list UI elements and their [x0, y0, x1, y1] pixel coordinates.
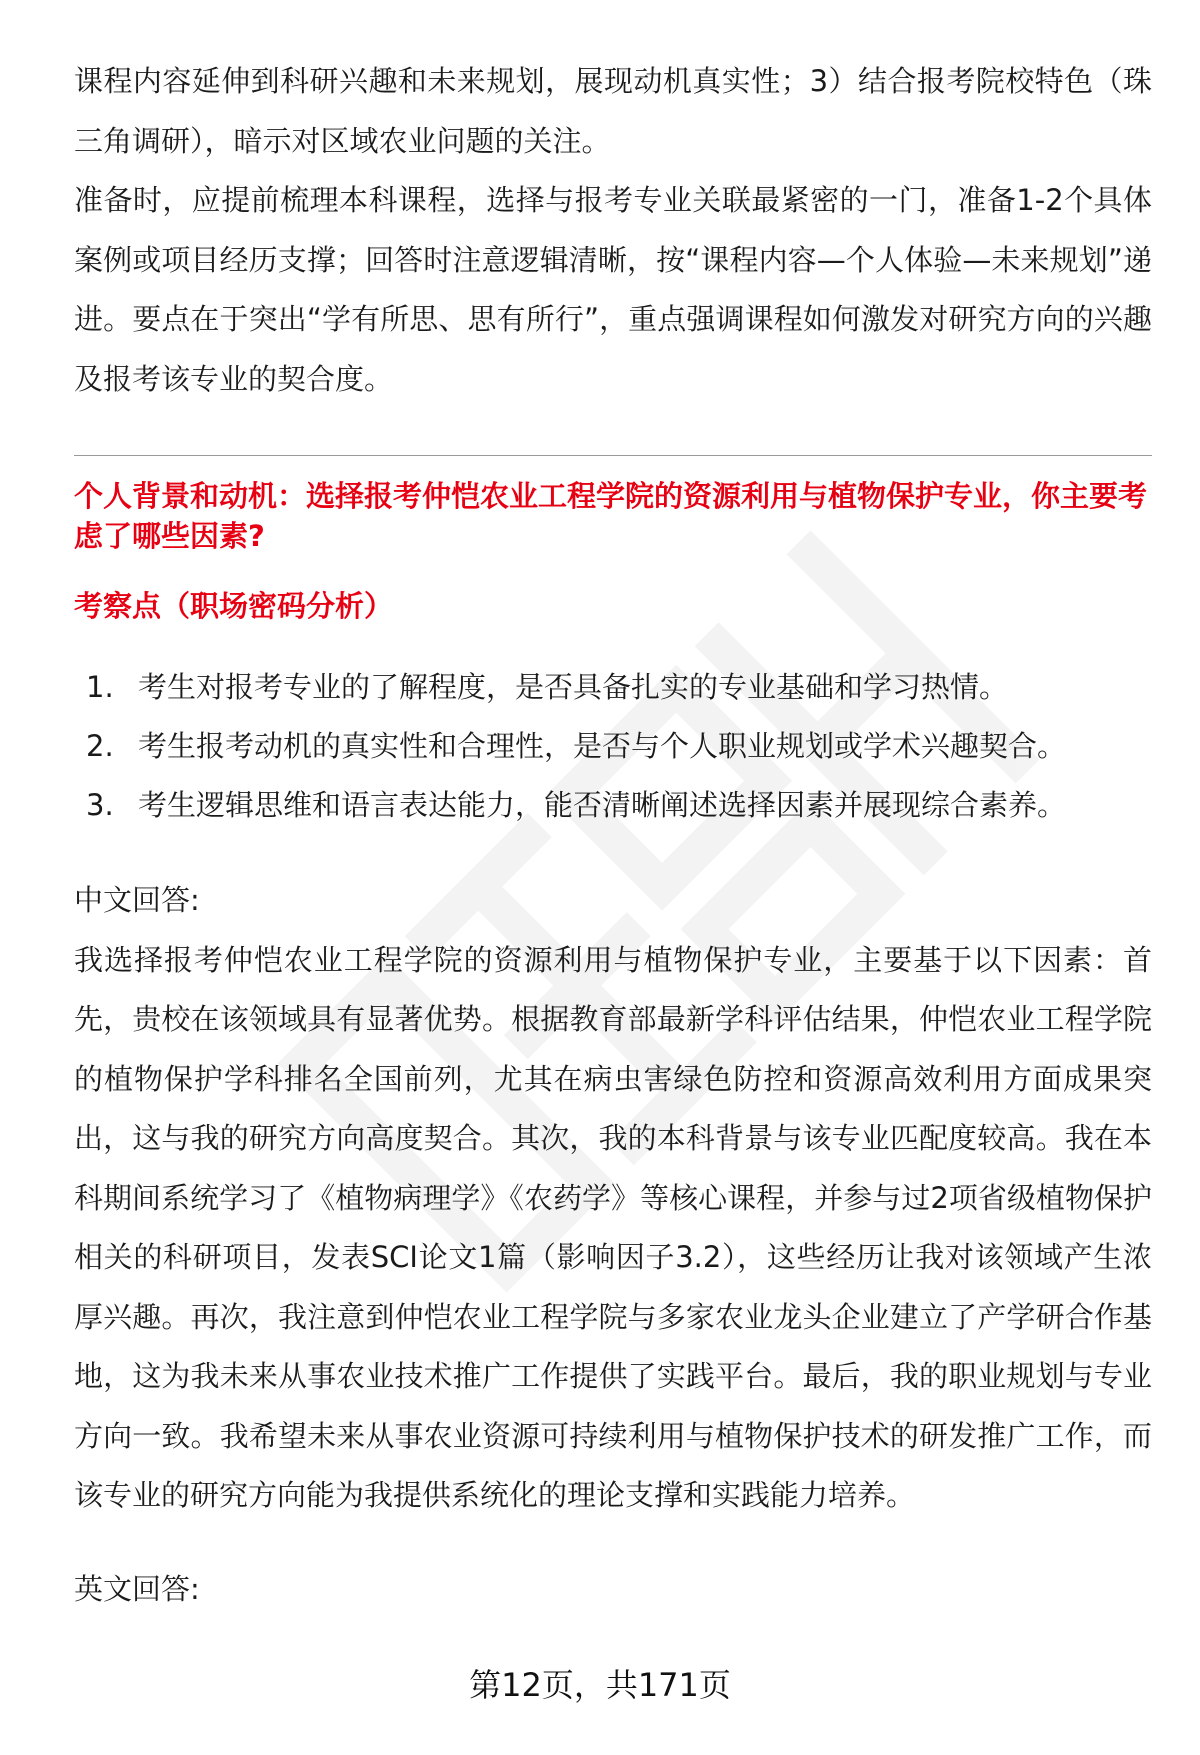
list-item	[74, 776, 1152, 835]
section-divider	[74, 455, 1152, 456]
intro-paragraph: 课程内容延伸到科研兴趣和未来规划，展现动机真实性；3）结合报考院校特色（珠三角调研），暗示对区域农业问题的关注。	[74, 64, 1152, 158]
list-item	[74, 658, 1152, 717]
list-item-number: 1.	[86, 670, 114, 704]
assessment-points-list	[74, 658, 1152, 835]
list-item-text: 考生报考动机的真实性和合理性，是否与个人职业规划或学术兴趣契合。	[138, 729, 1067, 763]
chinese-answer-label: 中文回答:	[74, 883, 200, 917]
assessment-points-heading: 考察点（职场密码分析）	[74, 589, 394, 623]
list-item-text: 考生对报考专业的了解程度，是否具备扎实的专业基础和学习热情。	[138, 670, 1009, 704]
preparation-paragraph: 准备时，应提前梳理本科课程，选择与报考专业关联最紧密的一门，准备1-2个具体案例或项目经历支撑；回答时注意逻辑清晰，按“课程内容—个人体验—未来规划”递进。要点在于突出“学有所思、思有所行”，重点强调课程如何激发对研究方向的兴趣及报考该专业的契合度。	[74, 183, 1152, 396]
page-footer: 第12页，共171页	[469, 1666, 731, 1704]
list-item	[74, 717, 1152, 776]
chinese-answer-text: 我选择报考仲恺农业工程学院的资源利用与植物保护专业，主要基于以下因素：首先，贵校在该领域具有显著优势。根据教育部最新学科评估结果，仲恺农业工程学院的植物保护学科排名全国前列，尤其在病虫害绿色防控和资源高效利用方面成果突出，这与我的研究方向高度契合。其次，我的本科背景与该专业匹配度较高。我在本科期间系统学习了《植物病理学》《农药学》等核心课程，并参与过2项省级植物保护相关的科研项目，发表SCI论文1篇（影响因子3.2），这些经历让我对该领域产生浓厚兴趣。再次，我注意到仲恺农业工程学院与多家农业龙头企业建立了产学研合作基地，这为我未来从事农业技术推广工作提供了实践平台。最后，我的职业规划与专业方向一致。我希望未来从事农业资源可持续利用与植物保护技术的研发推广工作，而该专业的研究方向能为我提供系统化的理论支撑和实践能力培养。	[74, 942, 1152, 1512]
list-item-text: 考生逻辑思维和语言表达能力，能否清晰阐述选择因素并展现综合素养。	[138, 788, 1067, 822]
main-content	[74, 52, 1152, 1619]
question-heading: 个人背景和动机：选择报考仲恺农业工程学院的资源利用与植物保护专业，你主要考虑了哪些因素?	[74, 479, 1148, 553]
list-item-number: 3.	[86, 788, 114, 822]
english-answer-label: 英文回答:	[74, 1571, 200, 1606]
list-item-number: 2.	[86, 729, 114, 763]
